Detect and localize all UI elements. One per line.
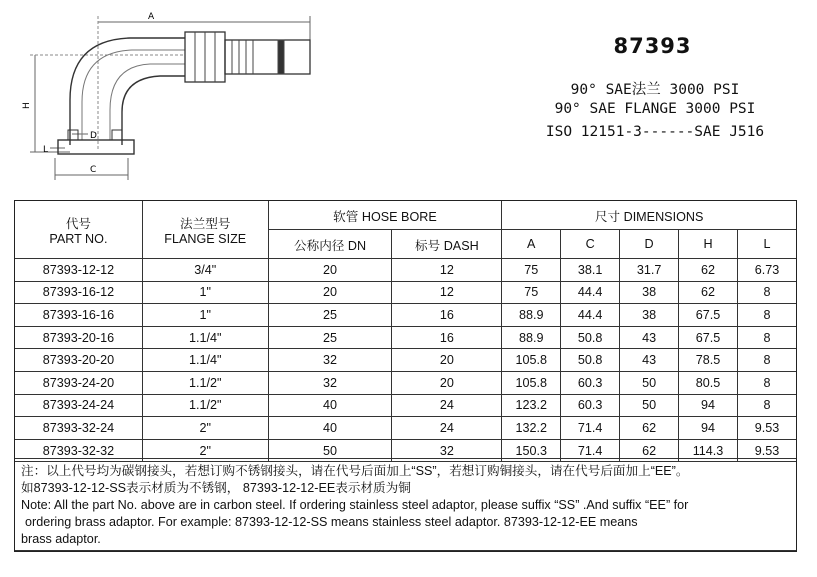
cell-d: 62 — [620, 417, 679, 440]
spec-line-en: 90° SAE FLANGE 3000 PSI — [554, 101, 756, 117]
dim-label-c: C — [90, 165, 97, 175]
cell-c: 71.4 — [561, 439, 620, 462]
note-en-line3: brass adaptor. — [21, 532, 101, 546]
dim-label-a: A — [148, 12, 155, 22]
cell-dash: 12 — [392, 259, 502, 282]
note-cn-line2: 如87393-12-12-SS表示材质为不锈钢， 87393-12-12-EE表示材质为铜 — [21, 481, 411, 495]
cell-l: 8 — [738, 394, 797, 417]
cell-c: 60.3 — [561, 371, 620, 394]
note-en-line1: Note: All the part No. above are in carbon steel. If ordering stainless steel adaptor, please suffix “SS” .And suffix “EE” for — [21, 498, 689, 512]
cell-dn: 25 — [268, 304, 392, 327]
header-l: L — [738, 230, 797, 259]
header-flange-cn: 法兰型号 — [180, 217, 231, 231]
cell-dash: 24 — [392, 394, 502, 417]
cell-d: 31.7 — [620, 259, 679, 282]
cell-part: 87393-16-12 — [15, 281, 143, 304]
header-dash: 标号 DASH — [392, 230, 502, 259]
cell-dn: 32 — [268, 371, 392, 394]
header-part-no-cn: 代号 — [65, 217, 91, 231]
dimensions-table — [14, 200, 797, 462]
cell-dash: 20 — [392, 371, 502, 394]
header-part-no-en: PART NO. — [49, 232, 108, 246]
spec-line-cn: 90° SAE法兰 3000 PSI — [570, 82, 740, 98]
cell-l: 8 — [738, 304, 797, 327]
table-row — [15, 326, 797, 349]
cell-part: 87393-12-12 — [15, 259, 143, 282]
cell-h: 80.5 — [679, 371, 738, 394]
cell-h: 114.3 — [679, 439, 738, 462]
cell-part: 87393-24-20 — [15, 371, 143, 394]
spec-line-standard: ISO 12151-3------SAE J516 — [545, 124, 765, 140]
header-d: D — [620, 230, 679, 259]
cell-c: 60.3 — [561, 394, 620, 417]
fitting-drawing — [10, 0, 350, 190]
cell-dash: 32 — [392, 439, 502, 462]
header-hose-bore: 软管 HOSE BORE — [268, 201, 502, 230]
cell-part: 87393-16-16 — [15, 304, 143, 327]
cell-d: 62 — [620, 439, 679, 462]
cell-c: 44.4 — [561, 304, 620, 327]
notes-section — [14, 458, 797, 551]
cell-dn: 20 — [268, 281, 392, 304]
cell-d: 50 — [620, 371, 679, 394]
table-row — [15, 304, 797, 327]
cell-a: 150.3 — [502, 439, 561, 462]
cell-d: 43 — [620, 326, 679, 349]
header-c: C — [561, 230, 620, 259]
cell-l: 8 — [738, 281, 797, 304]
cell-part: 87393-24-24 — [15, 394, 143, 417]
cell-dash: 16 — [392, 304, 502, 327]
cell-a: 105.8 — [502, 349, 561, 372]
part-number-title: 87393 — [613, 34, 692, 58]
dim-label-l: L — [43, 145, 49, 155]
cell-h: 67.5 — [679, 326, 738, 349]
header-flange-en: FLANGE SIZE — [164, 232, 247, 246]
cell-flange: 1.1/4" — [142, 326, 268, 349]
cell-dash: 20 — [392, 349, 502, 372]
cell-dash: 12 — [392, 281, 502, 304]
table-row — [15, 281, 797, 304]
cell-c: 38.1 — [561, 259, 620, 282]
header-dimensions: 尺寸 DIMENSIONS — [502, 201, 797, 230]
cell-h: 62 — [679, 281, 738, 304]
cell-flange: 2" — [142, 417, 268, 440]
cell-flange: 1.1/4" — [142, 349, 268, 372]
table-row — [15, 371, 797, 394]
cell-l: 8 — [738, 326, 797, 349]
cell-h: 62 — [679, 259, 738, 282]
cell-dn: 20 — [268, 259, 392, 282]
cell-d: 38 — [620, 281, 679, 304]
dim-label-h: H — [22, 102, 32, 109]
cell-l: 6.73 — [738, 259, 797, 282]
header-dn: 公称内径 DN — [268, 230, 392, 259]
table-row — [15, 349, 797, 372]
cell-d: 50 — [620, 394, 679, 417]
note-en-line2: ordering brass adaptor. For example: 87393-12-12-SS means stainless steel adaptor. 87393-12-12-EE means — [25, 515, 638, 529]
cell-flange: 1" — [142, 281, 268, 304]
cell-part: 87393-32-32 — [15, 439, 143, 462]
header-part-no — [15, 201, 143, 259]
cell-a: 88.9 — [502, 326, 561, 349]
header-flange-size — [142, 201, 268, 259]
table-row — [15, 417, 797, 440]
cell-a: 75 — [502, 259, 561, 282]
cell-h: 94 — [679, 417, 738, 440]
cell-dn: 50 — [268, 439, 392, 462]
cell-flange: 2" — [142, 439, 268, 462]
cell-a: 88.9 — [502, 304, 561, 327]
cell-c: 50.8 — [561, 326, 620, 349]
cell-dn: 40 — [268, 394, 392, 417]
cell-l: 9.53 — [738, 439, 797, 462]
cell-h: 67.5 — [679, 304, 738, 327]
cell-c: 50.8 — [561, 349, 620, 372]
cell-a: 132.2 — [502, 417, 561, 440]
cell-a: 75 — [502, 281, 561, 304]
cell-a: 105.8 — [502, 371, 561, 394]
cell-flange: 1.1/2" — [142, 394, 268, 417]
header-a: A — [502, 230, 561, 259]
cell-c: 44.4 — [561, 281, 620, 304]
cell-h: 78.5 — [679, 349, 738, 372]
cell-a: 123.2 — [502, 394, 561, 417]
cell-dn: 32 — [268, 349, 392, 372]
cell-part: 87393-32-24 — [15, 417, 143, 440]
cell-d: 38 — [620, 304, 679, 327]
cell-flange: 1" — [142, 304, 268, 327]
cell-c: 71.4 — [561, 417, 620, 440]
cell-part: 87393-20-16 — [15, 326, 143, 349]
header-h: H — [679, 230, 738, 259]
cell-d: 43 — [620, 349, 679, 372]
cell-h: 94 — [679, 394, 738, 417]
cell-dash: 16 — [392, 326, 502, 349]
table-row — [15, 394, 797, 417]
cell-dn: 40 — [268, 417, 392, 440]
cell-flange: 3/4" — [142, 259, 268, 282]
cell-part: 87393-20-20 — [15, 349, 143, 372]
cell-l: 8 — [738, 371, 797, 394]
table-row — [15, 259, 797, 282]
note-cn-line1: 注：以上代号均为碳钢接头，若想订购不锈钢接头，请在代号后面加上“SS”，若想订购铜接头，请在代号后面加上“EE”。 — [21, 464, 689, 478]
cell-flange: 1.1/2" — [142, 371, 268, 394]
cell-dn: 25 — [268, 326, 392, 349]
cell-l: 9.53 — [738, 417, 797, 440]
cell-dash: 24 — [392, 417, 502, 440]
cell-l: 8 — [738, 349, 797, 372]
dim-label-d: D — [90, 131, 97, 141]
